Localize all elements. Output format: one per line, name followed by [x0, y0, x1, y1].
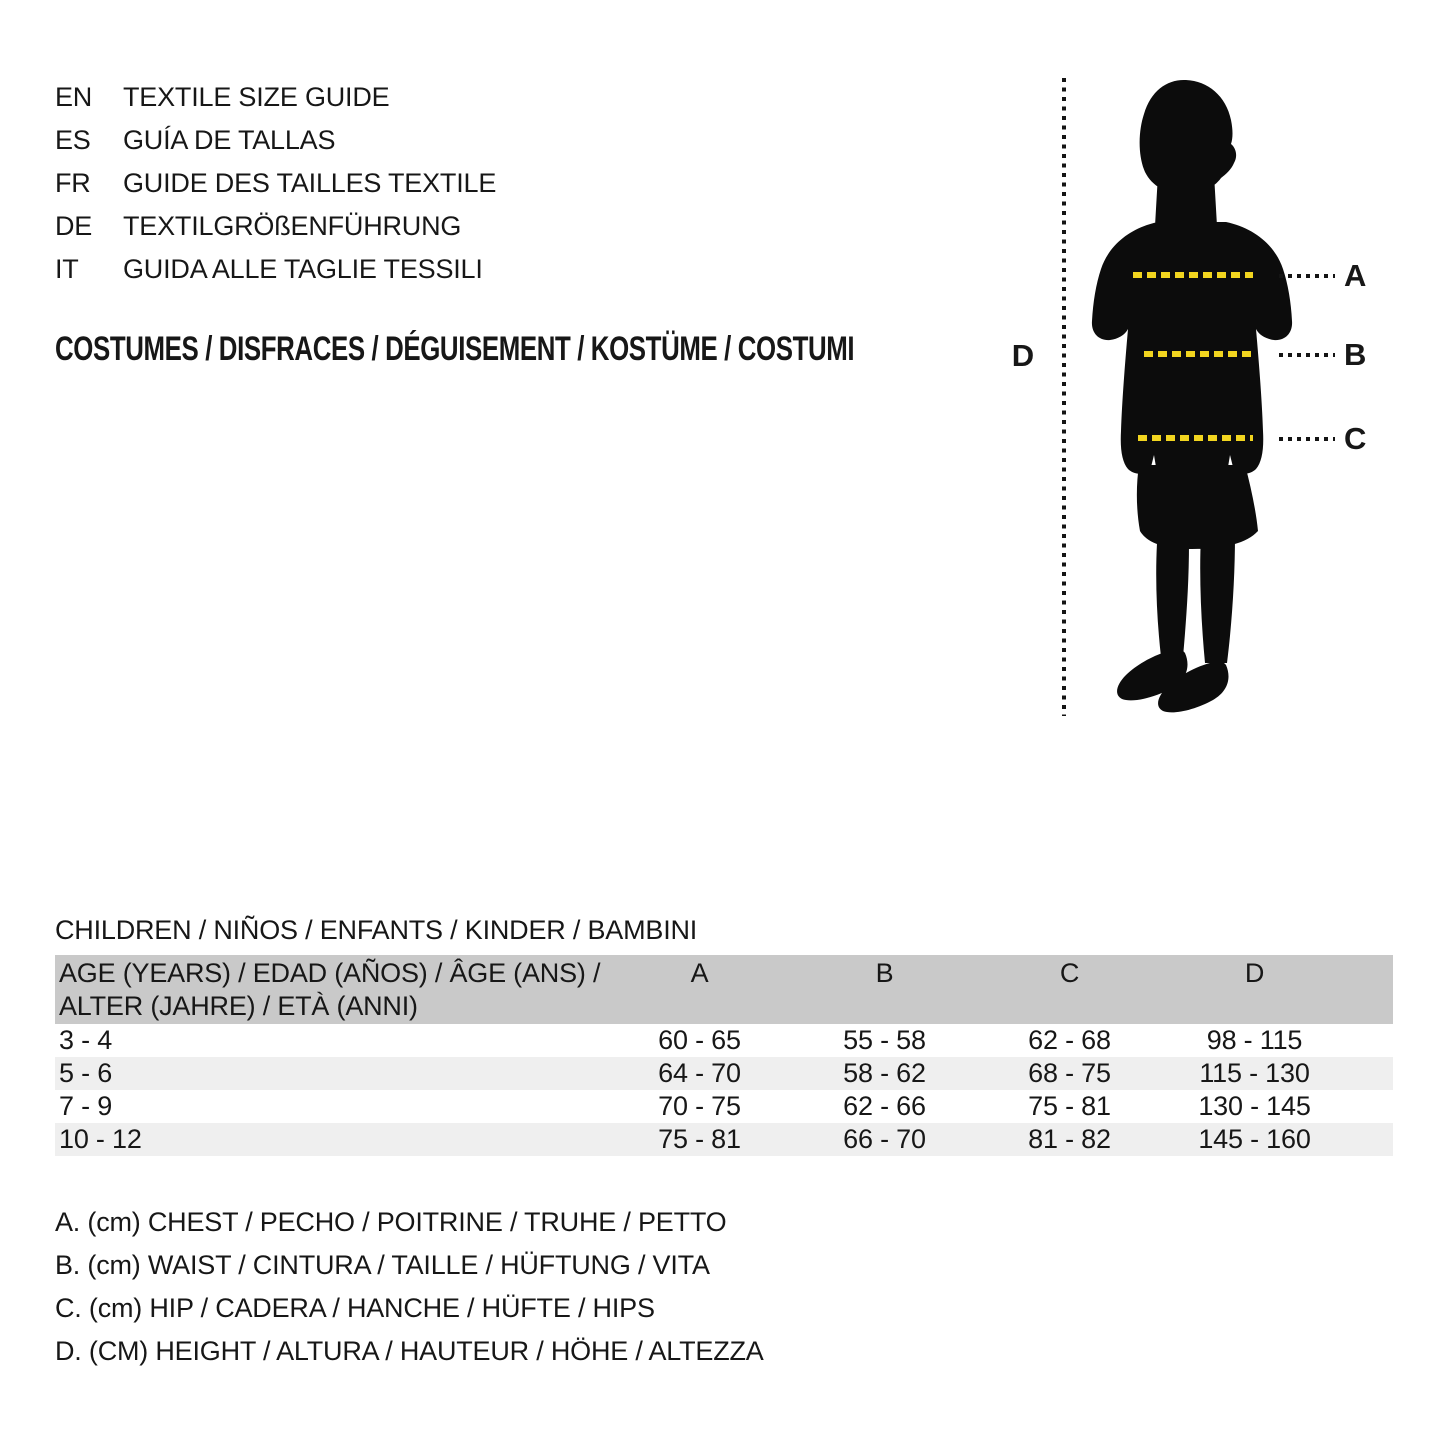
table-row [55, 1024, 1393, 1057]
measurement-legend [55, 1201, 764, 1373]
hip-dashed-line [1138, 435, 1253, 441]
chest-dashed-line [1133, 272, 1253, 278]
age-header-line2: ALTER (JAHRE) / ETÀ (ANNI) [59, 991, 418, 1021]
age-cell: 7 - 9 [59, 1091, 113, 1121]
measure-cell-d: 115 - 130 [1199, 1058, 1310, 1088]
height-dotted-line [1062, 78, 1066, 716]
measure-cell-c: 62 - 68 [1028, 1025, 1111, 1055]
measure-cell-c: 81 - 82 [1028, 1124, 1111, 1154]
age-cell: 10 - 12 [59, 1124, 142, 1154]
child-silhouette [1086, 76, 1298, 716]
age-column-header [59, 957, 607, 1023]
language-row [55, 248, 496, 291]
waist-connector-dotted-line [1279, 353, 1335, 357]
language-row [55, 205, 496, 248]
measure-label-c: C [1344, 421, 1367, 456]
measure-cell-d: 130 - 145 [1198, 1091, 1311, 1121]
legend-line: B. (cm) WAIST / CINTURA / TAILLE / HÜFTUNG / VITA [55, 1250, 710, 1280]
language-guide-list [55, 76, 496, 291]
table-header-row [55, 955, 1393, 1024]
measure-cell-b: 62 - 66 [843, 1091, 926, 1121]
measure-cell-a: 60 - 65 [658, 1025, 741, 1055]
legend-line: A. (cm) CHEST / PECHO / POITRINE / TRUHE / PETTO [55, 1207, 727, 1237]
column-header-b: B [875, 958, 894, 988]
measure-cell-b: 66 - 70 [843, 1124, 926, 1154]
measure-label-a: A [1344, 258, 1367, 293]
language-guide-title: TEXTILGRÖßENFÜHRUNG [123, 211, 462, 241]
hip-connector-dotted-line [1279, 437, 1335, 441]
table-section-title: CHILDREN / NIÑOS / ENFANTS / KINDER / BAMBINI [55, 915, 698, 945]
measure-cell-d: 145 - 160 [1198, 1124, 1311, 1154]
measure-cell-b: 58 - 62 [843, 1058, 926, 1088]
measure-cell-a: 64 - 70 [658, 1058, 741, 1088]
size-table [55, 955, 1393, 1156]
waist-dashed-line [1144, 351, 1252, 357]
measure-cell-d: 98 - 115 [1206, 1025, 1303, 1055]
language-code: FR [55, 168, 91, 198]
measure-cell-c: 68 - 75 [1028, 1058, 1111, 1088]
column-header-a: A [690, 958, 709, 988]
language-guide-title: TEXTILE SIZE GUIDE [123, 82, 390, 112]
language-guide-title: GUIDE DES TAILLES TEXTILE [123, 168, 497, 198]
chest-connector-dotted-line [1279, 274, 1335, 278]
language-code: EN [55, 82, 93, 112]
legend-line: D. (CM) HEIGHT / ALTURA / HAUTEUR / HÖHE / ALTEZZA [55, 1336, 764, 1366]
language-row [55, 162, 496, 205]
language-code: ES [55, 125, 91, 155]
age-header-line1: AGE (YEARS) / EDAD (AÑOS) / ÂGE (ANS) / [59, 958, 601, 988]
age-cell: 3 - 4 [59, 1025, 113, 1055]
age-cell: 5 - 6 [59, 1058, 113, 1088]
language-code: DE [55, 211, 93, 241]
legend-line: C. (cm) HIP / CADERA / HANCHE / HÜFTE / HIPS [55, 1293, 655, 1323]
measure-cell-a: 75 - 81 [658, 1124, 741, 1154]
measure-cell-c: 75 - 81 [1028, 1091, 1111, 1121]
measure-cell-a: 70 - 75 [658, 1091, 741, 1121]
table-row [55, 1123, 1393, 1156]
language-guide-title: GUIDA ALLE TAGLIE TESSILI [123, 254, 483, 284]
language-guide-title: GUÍA DE TALLAS [123, 125, 336, 155]
language-code: IT [55, 254, 79, 284]
column-header-c: C [1059, 958, 1080, 988]
category-heading: COSTUMES / DISFRACES / DÉGUISEMENT / KOSTÜME / COSTUMI [55, 330, 855, 368]
table-body [55, 1024, 1393, 1156]
column-header-d: D [1244, 958, 1265, 988]
language-row [55, 76, 496, 119]
measure-label-b: B [1344, 337, 1367, 372]
measure-cell-b: 55 - 58 [843, 1025, 926, 1055]
table-row [55, 1057, 1393, 1090]
measure-label-d: D [1011, 338, 1035, 373]
language-row [55, 119, 496, 162]
table-row [55, 1090, 1393, 1123]
child-silhouette-path [1092, 80, 1292, 712]
